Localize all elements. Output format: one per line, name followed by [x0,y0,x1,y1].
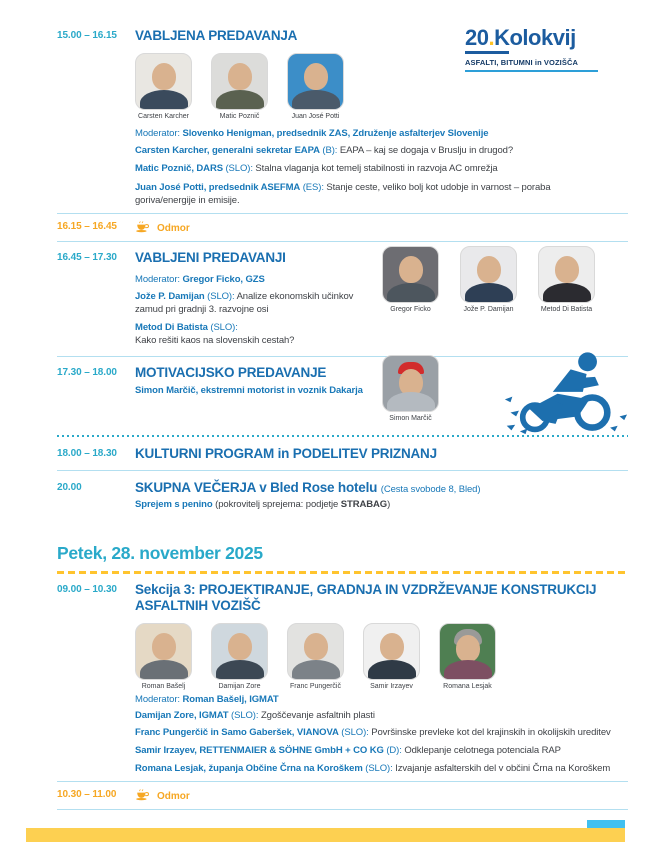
photo-head-shape [477,256,501,283]
speaker-card [382,246,439,313]
footer-cyan-bar [587,820,625,828]
talk-description: Analize ekonomskih učinkov zamud pri gradnji 3. razvojne osi [135,290,354,315]
talk-item [135,727,613,740]
sponsor-name: STRABAG [340,499,388,511]
talk-country-tag: (SLO): [207,290,235,302]
photo-head-shape [228,633,252,660]
speaker-photo [135,623,192,680]
speaker-photo [460,246,517,303]
talk-speaker: Jože P. Damijan [135,290,205,302]
speaker-photo-row [135,623,628,690]
moderator-name: Gregor Ficko, GZS [182,273,265,285]
photo-shoulders-shape [387,392,435,412]
talk-speaker: Franc Pungerčič in Samo Gaberšek, VIANOVA [135,727,339,739]
speaker-card [135,623,192,690]
photo-shoulders-shape [387,283,435,303]
talk-country-tag: (D): [386,745,402,756]
coffee-break-row [57,214,628,241]
talk-country-tag: (B): [322,144,338,156]
photo-shoulders-shape [216,660,264,680]
photo-head-shape [304,63,328,90]
photo-head-shape [555,256,579,283]
speaker-photo [439,623,496,680]
day-heading-friday: Petek, 28. november 2025 [57,543,263,564]
talk-speaker: Carsten Karcher, generalni sekretar EAPA [135,144,320,156]
session-invited-lectures-1 [57,28,628,207]
event-dinner [57,480,628,510]
talk-item [135,710,613,723]
footer-yellow-bar [26,828,625,842]
event-time: 18.00 – 18.30 [57,448,117,460]
photo-shoulders-shape [292,660,340,680]
event-subline [135,499,628,510]
session-time: 17.30 – 18.00 [57,367,117,379]
talk-country-tag: (SLO): [210,322,238,334]
speaker-photo [135,53,192,110]
speaker-photo-label: Franc Pungerčič [290,682,341,690]
talk-item [135,145,613,158]
break-label [135,219,628,236]
logo-dot: . [488,25,495,50]
photo-head-shape [152,63,176,90]
session-time: 16.45 – 17.30 [57,252,117,264]
talk-speaker: Damijan Zore, IGMAT [135,709,229,721]
speaker-card [439,623,496,690]
speaker-photo [382,246,439,303]
event-address-note: (Cesta svobode 8, Bled) [380,484,481,496]
speaker-card [211,53,268,120]
speaker-photo-label: Jože P. Damijan [463,306,514,314]
logo-subtitle: ASFALTI, BITUMNI in VOZIŠČA [465,58,578,67]
break-time: 16.15 – 16.45 [57,221,117,233]
talk-item [135,322,375,347]
speaker-photo [287,623,344,680]
photo-shoulders-shape [368,660,416,680]
speaker-photo [538,246,595,303]
sponsor-note: (pokrovitelj sprejema: podjetje [215,499,339,511]
coffee-cup-icon [135,220,150,236]
event-title: KULTURNI PROGRAM in PODELITEV PRIZNANJ [135,446,437,462]
speaker-photo-label: Carsten Karcher [138,112,189,120]
speaker-photo [287,53,344,110]
session-motivational [57,365,628,429]
talk-speaker: Romana Lesjak, županja Občine Črna na Koroškem [135,762,363,774]
speaker-card [135,53,192,120]
talk-description: EAPA – kaj se dogaja v Bruslju in drugod? [339,144,514,156]
moderator-label: Moderator: [135,693,180,705]
break-text: Odmor [157,222,190,234]
talk-speaker: Juan José Potti, predsednik ASEFMA [135,181,301,193]
speaker-photo-label: Metod Di Batista [540,306,593,314]
session-title: MOTIVACIJSKO PREDAVANJE [135,365,327,381]
photo-head-shape [228,63,252,90]
coffee-cup-icon [135,788,150,804]
talk-item [135,182,613,207]
event-title: SKUPNA VEČERJA v Bled Rose hotelu (Cesta svobode 8, Bled) [135,480,481,496]
session-subtitle: Simon Marčič, ekstremni motorist in voznik Dakarja [135,385,363,397]
motocross-illustration [498,343,632,442]
moderator-label: Moderator: [135,273,180,285]
dashed-divider-line [57,571,628,574]
photo-head-shape [152,633,176,660]
speaker-photo-label: Matic Poznič [219,112,260,120]
talk-country-tag: (SLO): [231,709,259,721]
photo-shoulders-shape [444,660,492,680]
session-invited-lectures-2 [57,250,628,347]
talk-speaker: Metod Di Batista [135,322,208,334]
talk-speaker: Samir Irzayev, RETTENMAIER & SÖHNE GmbH + CO KG [135,745,384,756]
logo-number: 20 [465,25,489,50]
talk-item [135,763,613,776]
moderator-line [135,694,628,705]
event-cultural-program [57,446,628,461]
photo-shoulders-shape [140,660,188,680]
speaker-photo-label: Damijan Zore [218,682,261,690]
talk-country-tag: (SLO): [365,762,393,774]
speaker-photo-label: Roman Bašelj [141,682,186,690]
moderator-name: Slovenko Henigman, predsednik ZAS, Združenje asfalterjev Slovenije [182,127,489,139]
photo-head-shape [304,633,328,660]
session-title: Sekcija 3: PROJEKTIRANJE, GRADNJA IN VZDRŽEVANJE KONSTRUKCIJ ASFALTNIH VOZIŠČ [135,582,597,614]
photo-shoulders-shape [465,283,513,303]
speaker-photo [211,623,268,680]
reception-label: Sprejem s penino [135,499,213,511]
session-sekcija-3 [57,582,628,775]
speaker-photo-label: Gregor Ficko [390,306,431,314]
event-time: 20.00 [57,482,82,494]
speaker-photo-row [135,53,628,120]
photo-head-shape [380,633,404,660]
divider-line [57,809,628,810]
talk-description: Stalna vlaganja kot temelj stabilnosti in razvoja AC omrežja [255,163,498,175]
speaker-card [211,623,268,690]
speaker-card [287,53,344,120]
talk-description: Zgoščevanje asfaltnih plasti [260,709,375,721]
moderator-label: Moderator: [135,127,180,139]
talk-country-tag: (ES): [302,181,324,193]
logo-name: Kolokvij [494,25,576,50]
speaker-photo-row [382,246,595,313]
speaker-photo-label: Simon Marčič [389,415,432,423]
talk-description: Kako rešiti kaos na slovenskih cestah? [135,334,295,346]
talk-speaker: Matic Poznič, DARS [135,163,223,175]
coffee-break-row [57,782,628,809]
program-body [57,28,628,810]
speaker-photo-label: Samir Irzayev [370,682,413,690]
break-label [135,787,628,804]
photo-shoulders-shape [140,90,188,110]
moderator-name: Roman Bašelj, IGMAT [182,693,279,705]
speaker-card [460,246,517,313]
speaker-photo-label: Romana Lesjak [443,682,492,690]
photo-shoulders-shape [216,90,264,110]
divider-line [57,241,628,242]
photo-shoulders-shape [543,283,591,303]
talk-country-tag: (SLO): [225,163,253,175]
break-text: Odmor [157,790,190,802]
talk-country-tag: (SLO): [341,727,369,739]
speaker-photo [211,53,268,110]
talk-description: Izvajanje asfalterskih del v občini Črna na Koroškem [395,762,611,774]
talk-item [135,163,613,176]
speaker-card [287,623,344,690]
speaker-card [538,246,595,313]
sponsor-note-close: ) [387,499,391,511]
divider-line [57,470,628,471]
speaker-photo-label: Juan José Potti [291,112,340,120]
talk-description: Odklepanje celotnega potenciala RAP [404,745,561,756]
session-title: VABLJENI PREDAVANJI [135,250,286,266]
talk-item [135,291,375,316]
session-title: VABLJENA PREDAVANJA [135,28,298,43]
moderator-line [135,128,628,139]
break-time: 10.30 – 11.00 [57,789,117,801]
talk-description: Površinske prevleke kot del krajinskih in okolijskih ureditev [371,727,611,739]
speaker-photo [363,623,420,680]
session-time: 09.00 – 10.30 [57,584,117,596]
speaker-card [363,623,420,690]
talk-description: Stanje ceste, veliko bolj kot udobje in varnost – poraba goriva/energije in emisije. [135,181,551,206]
speaker-photo [382,355,439,412]
photo-head-shape [399,256,423,283]
talk-item [135,745,613,758]
speaker-card [382,355,439,422]
photo-shoulders-shape [292,90,340,110]
session-time: 15.00 – 16.15 [57,30,117,41]
photo-head-shape [456,635,480,662]
